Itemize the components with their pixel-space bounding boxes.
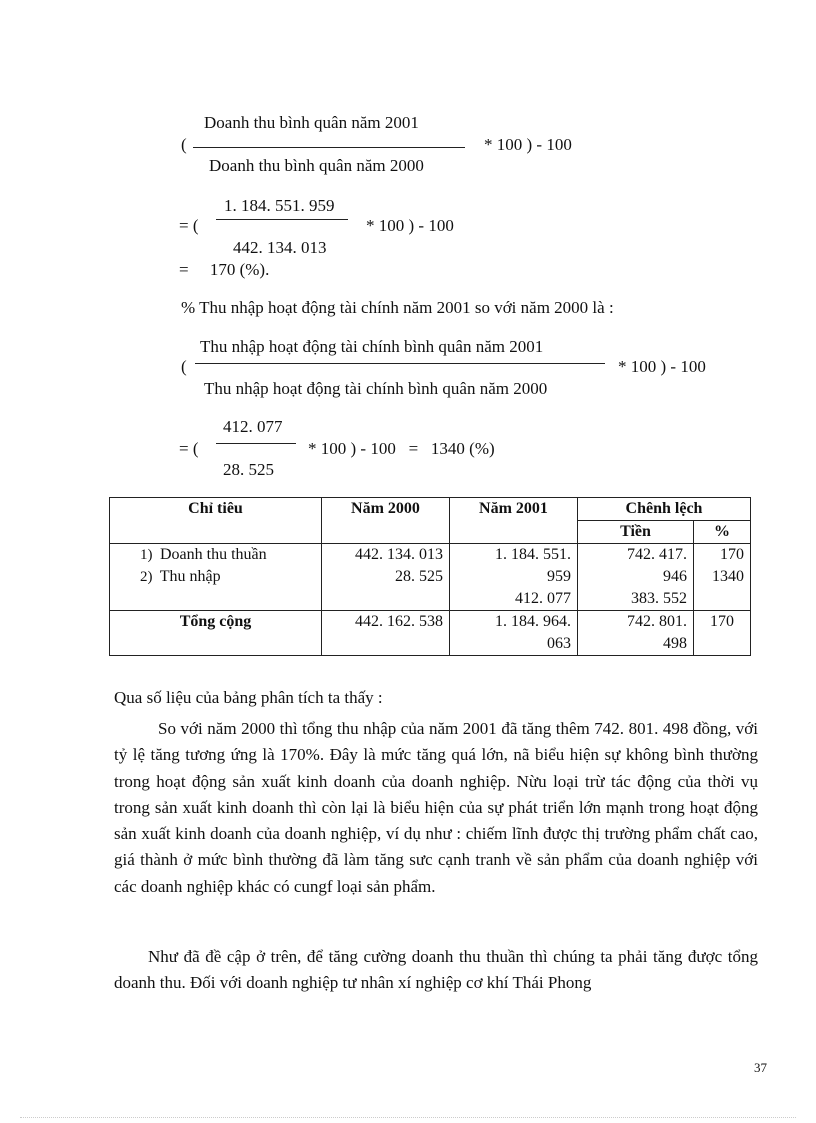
- row-1-label: 1) Doanh thu thuần: [140, 546, 267, 563]
- formula2-denominator: Thu nhập hoạt động tài chính bình quân năm 2000: [204, 379, 548, 398]
- analysis-lead: Qua số liệu của bảng phân tích ta thấy :: [114, 688, 383, 707]
- table-total-row: [110, 611, 751, 656]
- analysis-paragraph-2: Như đã đề cập ở trên, để tăng cường doanh thu thuần thì chúng ta phải tăng được tổng doanh thu. Đối với doanh nghiệp tư nhân xí nghiệp cơ khí Thái Phong: [114, 947, 758, 993]
- formula2-fraction-bar: [195, 363, 605, 364]
- formula1-calc-fraction-bar: [216, 219, 348, 220]
- formula2-calc-numerator: 412. 077: [223, 417, 283, 436]
- total-money: 742. 801. 498: [578, 611, 694, 656]
- row-values-money: 742. 417. 946 383. 552: [578, 544, 694, 611]
- formula2-tail: * 100 ) - 100: [618, 357, 706, 376]
- header-money: Tiền: [578, 521, 694, 544]
- formula1-open-paren: (: [181, 135, 187, 154]
- formula1-calc-denominator: 442. 134. 013: [233, 238, 327, 257]
- row-values-percent: 170 1340: [694, 544, 751, 611]
- footer-divider: [20, 1117, 796, 1118]
- formula1-result: = 170 (%).: [179, 260, 270, 279]
- table-row: [110, 544, 751, 611]
- formula2-open-paren: (: [181, 357, 187, 376]
- formula1-denominator: Doanh thu bình quân năm 2000: [209, 156, 424, 175]
- header-indicator: Chỉ tiêu: [110, 498, 322, 544]
- formula2-numerator: Thu nhập hoạt động tài chính bình quân năm 2001: [200, 337, 544, 356]
- table-header-row: [110, 498, 751, 521]
- formula1-calc-numerator: 1. 184. 551. 959: [224, 196, 335, 215]
- page-number: 37: [754, 1060, 767, 1075]
- total-percent: 170: [694, 611, 751, 656]
- formula2-intro: % Thu nhập hoạt động tài chính năm 2001 so với năm 2000 là :: [181, 298, 614, 317]
- formula1-fraction-bar: [193, 147, 465, 148]
- formula1-calc-tail: * 100 ) - 100: [366, 216, 454, 235]
- total-label: Tổng cộng: [110, 611, 322, 656]
- header-difference: Chênh lệch: [578, 498, 751, 521]
- formula1-calc-prefix: = (: [179, 216, 199, 235]
- comparison-table: [109, 497, 751, 656]
- formula2-calc-fraction-bar: [216, 443, 296, 444]
- total-2001: 1. 184. 964. 063: [450, 611, 578, 656]
- formula2-calc-tail: * 100 ) - 100 = 1340 (%): [308, 439, 495, 458]
- total-2000: 442. 162. 538: [322, 611, 450, 656]
- row-values-2001: 1. 184. 551. 959 412. 077: [450, 544, 578, 611]
- header-year-2001: Năm 2001: [450, 498, 578, 544]
- analysis-paragraph-1: So với năm 2000 thì tổng thu nhập của năm 2001 đã tăng thêm 742. 801. 498 đồng, với tỷ lệ tăng tương ứng là 170%. Đây là mức tăng quá lớn, nã biểu hiện sự không bình thường trong hoạt động sản xuất kinh doanh của doanh nghiệp. Nừu loại trừ tác động của thời vụ trong sản xuất kinh doanh thì còn lại là biểu hiện của sự phát triển lớn mạnh trong hoạt động sản xuất kinh doanh của doanh nghiệp, ví dụ như : chiếm lĩnh được thị trường phẩm chất cao, giá thành ở mức bình thường đã làm tăng sưc cạnh tranh về sản phẩm của doanh nghiệp với các doanh nghiệp khác có cungf loại sản phẩm.: [114, 719, 758, 896]
- formula2-calc-prefix: = (: [179, 439, 199, 458]
- row-labels: [110, 544, 322, 611]
- header-percent: %: [694, 521, 751, 544]
- formula2-calc-denominator: 28. 525: [223, 460, 274, 479]
- formula1-tail: * 100 ) - 100: [484, 135, 572, 154]
- formula1-numerator: Doanh thu bình quân năm 2001: [204, 113, 419, 132]
- row-2-label: 2) Thu nhập: [140, 568, 221, 585]
- row-values-2000: 442. 134. 013 28. 525: [322, 544, 450, 611]
- header-year-2000: Năm 2000: [322, 498, 450, 544]
